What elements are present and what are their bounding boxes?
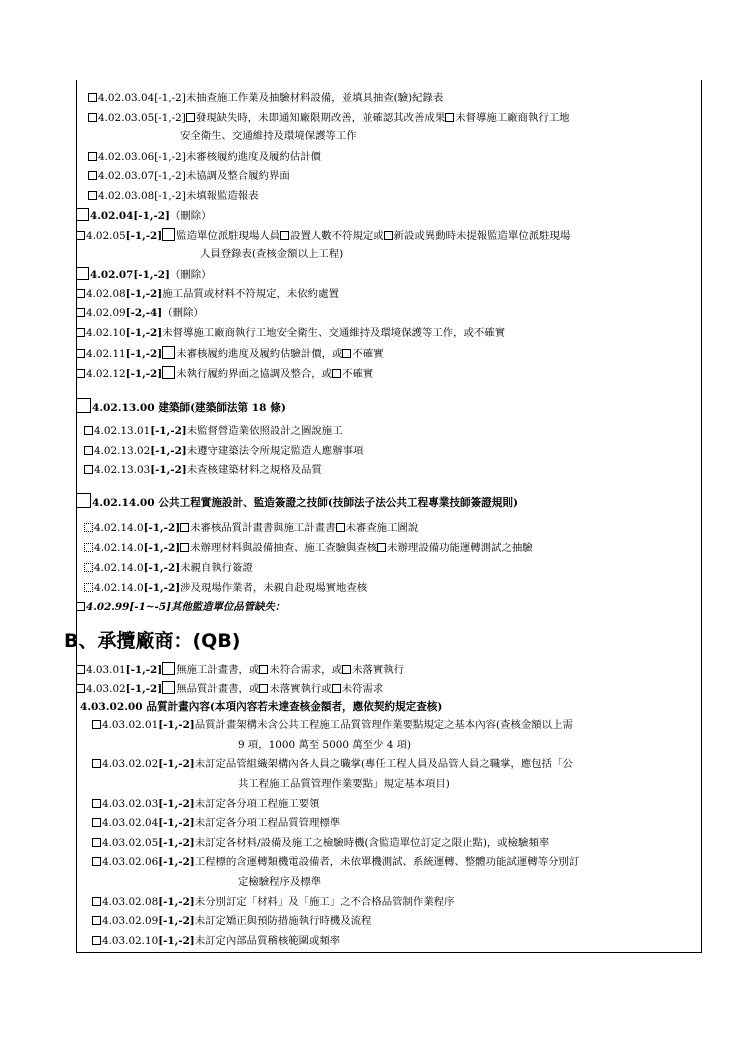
checkbox[interactable] bbox=[84, 446, 93, 455]
list-item: 4.02.03.07[-1,-2]未協調及整合履約界面 bbox=[88, 169, 290, 183]
list-item: 4.03.02.06[-1,-2]工程標的含運轉類機電設備者，未依單機測試、系統運轉、整體功能試運轉等分別訂 bbox=[92, 855, 579, 869]
list-item: 4.02.13.02[-1,-2]未遵守建築法令所規定監造人應辦事項 bbox=[84, 444, 363, 458]
checkbox[interactable] bbox=[162, 681, 175, 694]
checkbox[interactable] bbox=[92, 916, 101, 925]
checkbox[interactable] bbox=[76, 349, 85, 358]
checkbox[interactable] bbox=[332, 369, 341, 378]
checkbox[interactable] bbox=[332, 684, 341, 693]
checkbox[interactable] bbox=[92, 759, 101, 768]
checkbox[interactable] bbox=[84, 543, 93, 552]
checkbox[interactable] bbox=[76, 398, 91, 413]
list-item: 4.03.02.02[-1,-2]未訂定品管組織架構內各人員之職掌(專任工程人員及品管人員之職掌，應包括「公 bbox=[92, 757, 573, 771]
checkbox[interactable] bbox=[76, 602, 85, 611]
checkbox[interactable] bbox=[76, 231, 85, 240]
list-item: 4.02.14.0[-1,-2] 未審核品質計畫書與施工計畫書 未審查施工圖說 bbox=[84, 521, 418, 535]
checkbox[interactable] bbox=[92, 936, 101, 945]
checkbox[interactable] bbox=[280, 231, 289, 240]
checkbox[interactable] bbox=[259, 684, 268, 693]
checkbox[interactable] bbox=[76, 493, 91, 508]
checkbox[interactable] bbox=[88, 171, 97, 180]
list-item: 4.02.05[-1,-2] 監造單位派駐現場人員 設置人數不符規定或 新設或異動時未提報監造單位派駐現場 bbox=[76, 228, 570, 243]
list-item: 4.02.13.01[-1,-2]未監督營造業依照設計之圖說施工 bbox=[84, 424, 343, 438]
checkbox[interactable] bbox=[92, 897, 101, 906]
list-item: 4.02.03.08[-1,-2]未填報監造報表 bbox=[88, 189, 259, 203]
list-item: 4.02.03.04[-1,-2]未抽查施工作業及抽驗材料設備，並填具抽查(驗)紀錄表 bbox=[88, 91, 443, 105]
list-item-continuation: 定檢驗程序及標準 bbox=[238, 876, 322, 888]
checkbox[interactable] bbox=[445, 113, 454, 122]
checkbox[interactable] bbox=[76, 665, 85, 674]
checkbox[interactable] bbox=[76, 328, 85, 337]
checkbox[interactable] bbox=[92, 799, 101, 808]
checkbox[interactable] bbox=[377, 543, 386, 552]
checkbox[interactable] bbox=[84, 583, 93, 592]
list-item: 4.02.03.06[-1,-2]未審核履約進度及履約估計價 bbox=[88, 150, 321, 164]
list-item: 4.03.02.08[-1,-2]未分別訂定「材料」及「施工」之不合格品管制作業程序 bbox=[92, 895, 455, 909]
list-item: 4.03.01[-1,-2] 無施工計畫書，或 未符合需求，或 未落實執行 bbox=[76, 662, 404, 677]
checkbox[interactable] bbox=[180, 523, 189, 532]
list-item: 4.02.13.03[-1,-2]未查核建築材料之規格及品質 bbox=[84, 463, 322, 477]
checkbox[interactable] bbox=[76, 308, 85, 317]
list-item-continuation: 人員登錄表(查核金額以上工程) bbox=[200, 248, 344, 260]
list-item: 4.02.14.0[-1,-2]未親自執行簽證 bbox=[84, 561, 253, 575]
checkbox[interactable] bbox=[162, 366, 175, 379]
checkbox[interactable] bbox=[259, 665, 268, 674]
section-heading: 4.02.13.00 建築師(建築師法第 18 條) bbox=[76, 398, 286, 415]
list-item-continuation: 9 項，1000 萬至 5000 萬至少 4 項) bbox=[238, 739, 412, 751]
list-item-other: 4.02.99[-1~-5]其他監造單位品管缺失： bbox=[76, 600, 285, 614]
list-item: 4.03.02.09[-1,-2]未訂定矯正與預防措施執行時機及流程 bbox=[92, 914, 371, 928]
list-item: 4.02.08[-1,-2]施工品質或材料不符規定，未依約處置 bbox=[76, 287, 339, 301]
checkbox[interactable] bbox=[92, 838, 101, 847]
checkbox[interactable] bbox=[88, 93, 97, 102]
list-item: 4.02.07[-1,-2]（刪除） bbox=[76, 267, 212, 282]
list-item: 4.03.02.05[-1,-2]未訂定各材料/設備及施工之檢驗時機(含監造單位訂定之限止點)，或檢驗頻率 bbox=[92, 836, 549, 850]
checkbox[interactable] bbox=[76, 267, 89, 280]
subsection-heading: 4.03.02.00 品質計畫內容(本項內容若未達查核金額者，應依契約規定查核) bbox=[80, 701, 443, 713]
list-item: 4.02.11[-1,-2] 未審核履約進度及履約估驗計價，或 不確實 bbox=[76, 346, 384, 361]
checkbox[interactable] bbox=[342, 665, 351, 674]
checkbox[interactable] bbox=[92, 818, 101, 827]
list-item: 4.03.02.03[-1,-2]未訂定各分項工程施工要領 bbox=[92, 797, 319, 811]
checkbox[interactable] bbox=[162, 662, 175, 675]
checkbox[interactable] bbox=[186, 113, 195, 122]
checkbox[interactable] bbox=[76, 208, 89, 221]
checkbox[interactable] bbox=[92, 720, 101, 729]
checkbox[interactable] bbox=[162, 346, 175, 359]
checkbox[interactable] bbox=[84, 426, 93, 435]
list-item: 4.02.03.05[-1,-2] 發現缺失時，未即通知廠限期改善，並確認其改善成果 未督導施工廠商執行工地 bbox=[88, 111, 570, 125]
checkbox[interactable] bbox=[88, 152, 97, 161]
list-item: 4.02.09[-2,-4]（刪除） bbox=[76, 306, 204, 320]
checkbox[interactable] bbox=[162, 228, 175, 241]
checkbox[interactable] bbox=[384, 231, 393, 240]
list-item: 4.03.02.01[-1,-2]品質計畫架構未含公共工程施工品質管理作業要點規定之基本內容(查核金額以上需 bbox=[92, 718, 573, 732]
checkbox[interactable] bbox=[76, 289, 85, 298]
checkbox[interactable] bbox=[88, 113, 97, 122]
checkbox[interactable] bbox=[180, 543, 189, 552]
list-item-continuation: 安全衛生、交通維持及環境保護等工作 bbox=[180, 130, 357, 142]
checkbox[interactable] bbox=[84, 465, 93, 474]
list-item-continuation: 共工程施工品質管理作業要點」規定基本項目) bbox=[238, 778, 450, 790]
list-item: 4.03.02[-1,-2] 無品質計畫書，或 未落實執行或 未符需求 bbox=[76, 681, 383, 696]
list-item: 4.02.04[-1,-2]（刪除） bbox=[76, 208, 212, 223]
checkbox[interactable] bbox=[84, 523, 93, 532]
checkbox[interactable] bbox=[76, 684, 85, 693]
checkbox[interactable] bbox=[88, 191, 97, 200]
checkbox[interactable] bbox=[342, 349, 351, 358]
section-heading: 4.02.14.00 公共工程實施設計、監造簽證之技師(技師法子法公共工程專業技師簽證規則) bbox=[76, 493, 518, 510]
checkbox[interactable] bbox=[76, 369, 85, 378]
list-item: 4.03.02.04[-1,-2]未訂定各分項工程品質管理標準 bbox=[92, 816, 340, 830]
list-item: 4.02.14.0[-1,-2] 未辦理材料與設備抽查、施工查驗與查核 未辦理設備功能運轉測試之抽驗 bbox=[84, 541, 533, 555]
list-item: 4.02.14.0[-1,-2]涉及現場作業者，未親自赴現場實地查核 bbox=[84, 581, 367, 595]
list-item: 4.02.10[-1,-2]未督導施工廠商執行工地安全衛生、交通維持及環境保護等工作，或不確實 bbox=[76, 326, 505, 340]
checkbox[interactable] bbox=[92, 857, 101, 866]
checkbox[interactable] bbox=[336, 523, 345, 532]
section-b-heading: B、承攬廠商：(QB) bbox=[64, 630, 241, 652]
checkbox[interactable] bbox=[84, 563, 93, 572]
list-item: 4.03.02.10[-1,-2]未訂定內部品質稽核範圍或頻率 bbox=[92, 934, 340, 948]
list-item: 4.02.12[-1,-2] 未執行履約界面之協調及整合，或 不確實 bbox=[76, 366, 373, 381]
